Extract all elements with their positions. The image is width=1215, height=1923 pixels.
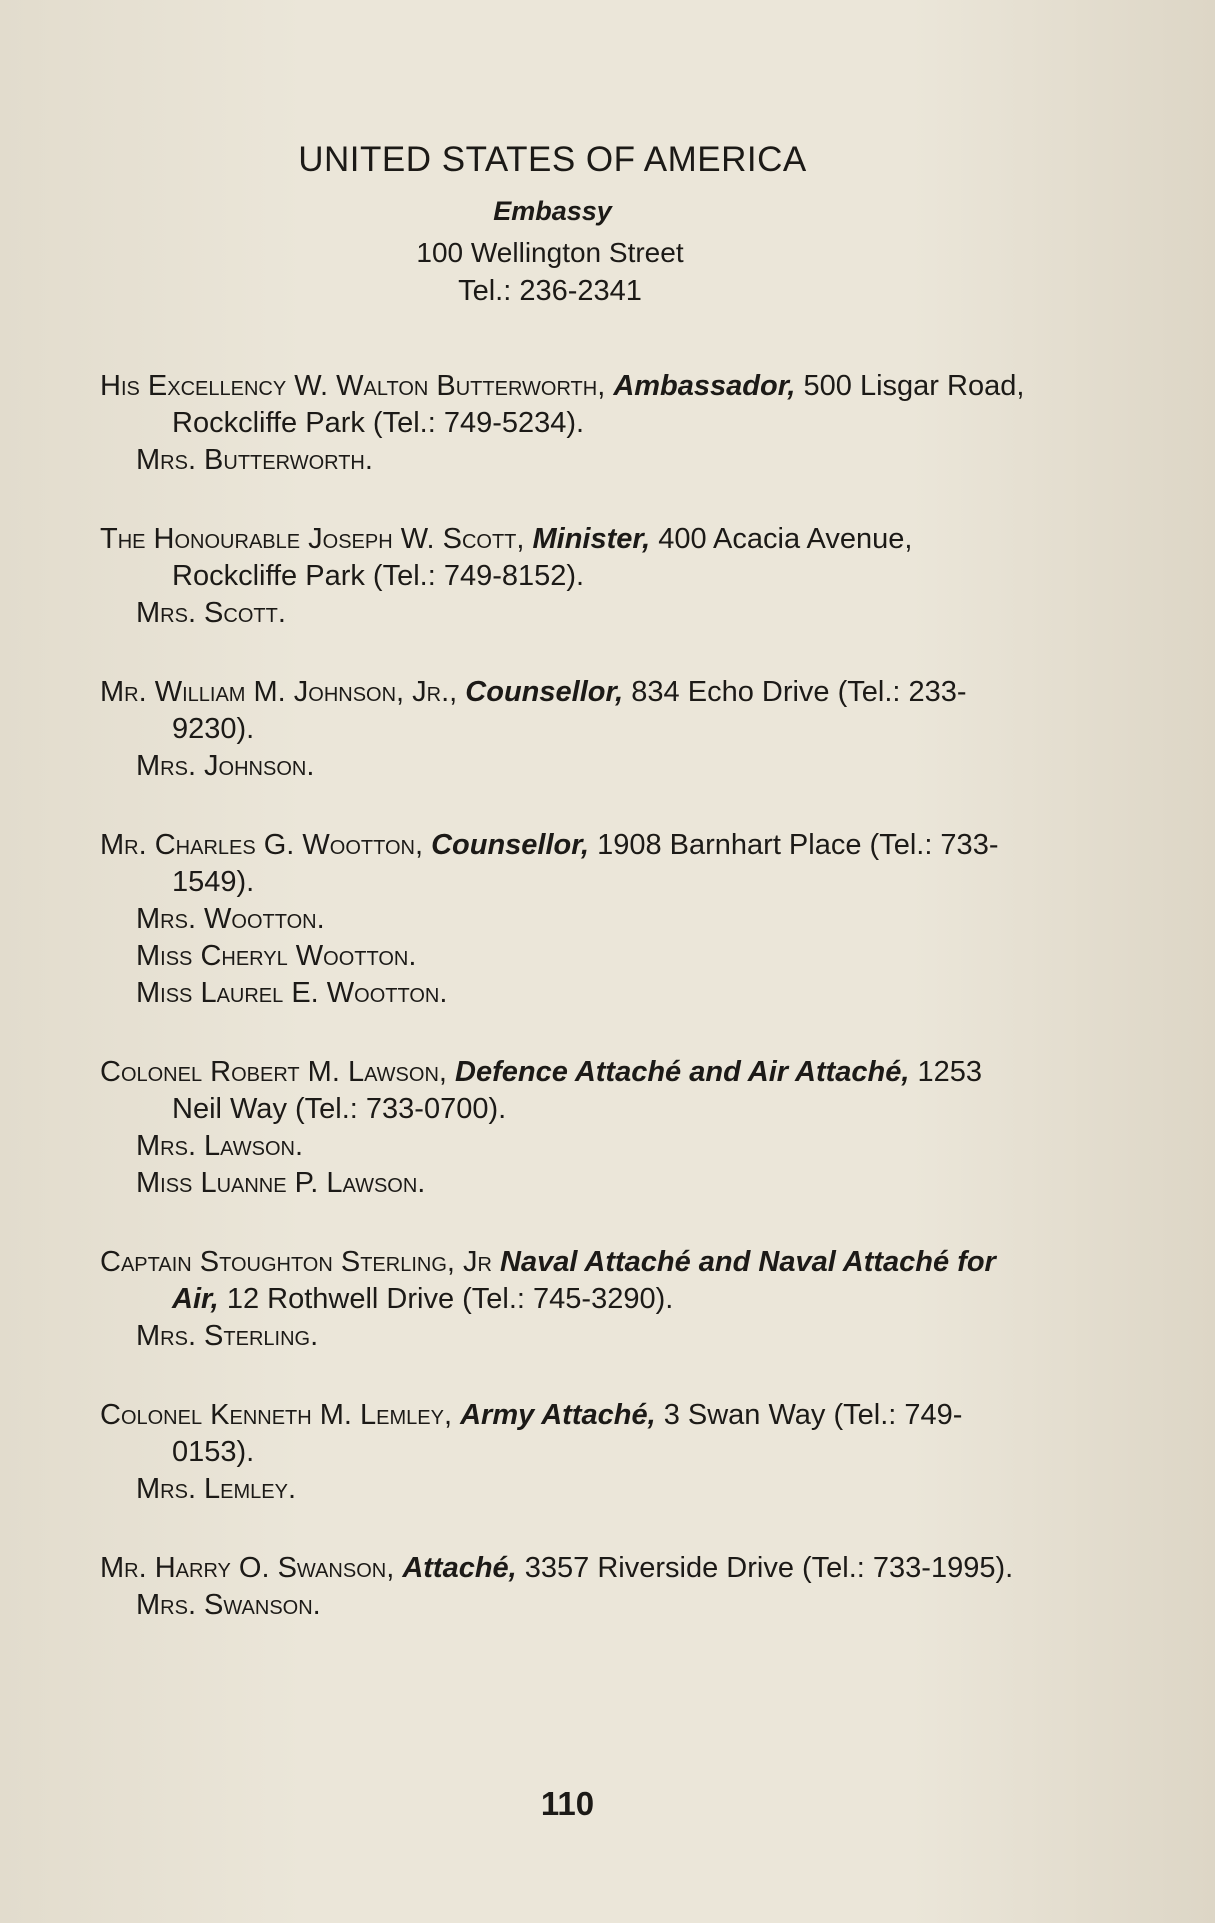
staff-details: 3 Swan Way (Tel.: 749-0153). [172, 1399, 963, 1468]
family-member: Mrs. Scott. [136, 597, 286, 629]
staff-entry [100, 521, 1025, 632]
country-heading: UNITED STATES OF AMERICA [298, 140, 807, 179]
family-member: Mrs. Butterworth. [136, 444, 373, 476]
staff-entry [100, 368, 1025, 479]
staff-role: Counsellor, [465, 676, 624, 708]
staff-entry [100, 1397, 1025, 1508]
staff-details: 3357 Riverside Drive (Tel.: 733-1995). [524, 1552, 1014, 1584]
staff-details: 1253 Neil Way (Tel.: 733-0700). [172, 1056, 983, 1125]
staff-name: Colonel Robert M. Lawson, [100, 1056, 447, 1088]
staff-role: Ambassador, [613, 370, 796, 402]
family-member: Mrs. Wootton. [136, 903, 325, 935]
staff-role: Attaché, [402, 1552, 517, 1584]
staff-role: Counsellor, [431, 829, 590, 861]
family-member: Miss Luanne P. Lawson. [136, 1167, 426, 1199]
mission-type: Embassy [493, 196, 612, 226]
embassy-address: 100 Wellington Street [416, 237, 684, 268]
staff-details: 1908 Barnhart Place (Tel.: 733-1549). [172, 829, 999, 898]
staff-name: His Excellency W. Walton Butterworth, [100, 370, 606, 402]
staff-role: Naval Attaché and Naval Attaché for Air, [172, 1246, 996, 1315]
staff-role: Army Attaché, [460, 1399, 656, 1431]
staff-name: Mr. Harry O. Swanson, [100, 1552, 395, 1584]
staff-name: Colonel Kenneth M. Lemley, [100, 1399, 453, 1431]
family-member: Mrs. Lemley. [136, 1473, 297, 1505]
staff-name: Mr. William M. Johnson, Jr., [100, 676, 458, 708]
staff-entry [100, 827, 1025, 1012]
staff-details: 12 Rothwell Drive (Tel.: 745-3290). [226, 1283, 674, 1315]
staff-entry [100, 1054, 1025, 1202]
staff-role: Minister, [532, 523, 651, 555]
staff-role: Defence Attaché and Air Attaché, [455, 1056, 910, 1088]
family-member: Miss Cheryl Wootton. [136, 940, 417, 972]
staff-name: Captain Stoughton Sterling, Jr [100, 1246, 492, 1278]
staff-name: The Honourable Joseph W. Scott, [100, 523, 525, 555]
family-member: Mrs. Lawson. [136, 1130, 304, 1162]
section-header [0, 140, 1215, 308]
staff-entry [100, 1550, 1025, 1624]
staff-details: 834 Echo Drive (Tel.: 233-9230). [172, 676, 967, 745]
staff-entry [100, 674, 1025, 785]
embassy-telephone: Tel.: 236-2341 [458, 275, 642, 307]
family-member: Mrs. Swanson. [136, 1589, 321, 1621]
staff-name: Mr. Charles G. Wootton, [100, 829, 424, 861]
family-member: Mrs. Sterling. [136, 1320, 319, 1352]
family-member: Mrs. Johnson. [136, 750, 315, 782]
page-number: 110 [540, 1785, 595, 1822]
staff-details: 400 Acacia Avenue, Rockcliffe Park (Tel.: 749-8152). [172, 523, 913, 592]
staff-list [100, 368, 1025, 1666]
staff-entry [100, 1244, 1025, 1355]
staff-details: 500 Lisgar Road, Rockcliffe Park (Tel.: 749-5234). [172, 370, 1025, 439]
family-member: Miss Laurel E. Wootton. [136, 977, 448, 1009]
